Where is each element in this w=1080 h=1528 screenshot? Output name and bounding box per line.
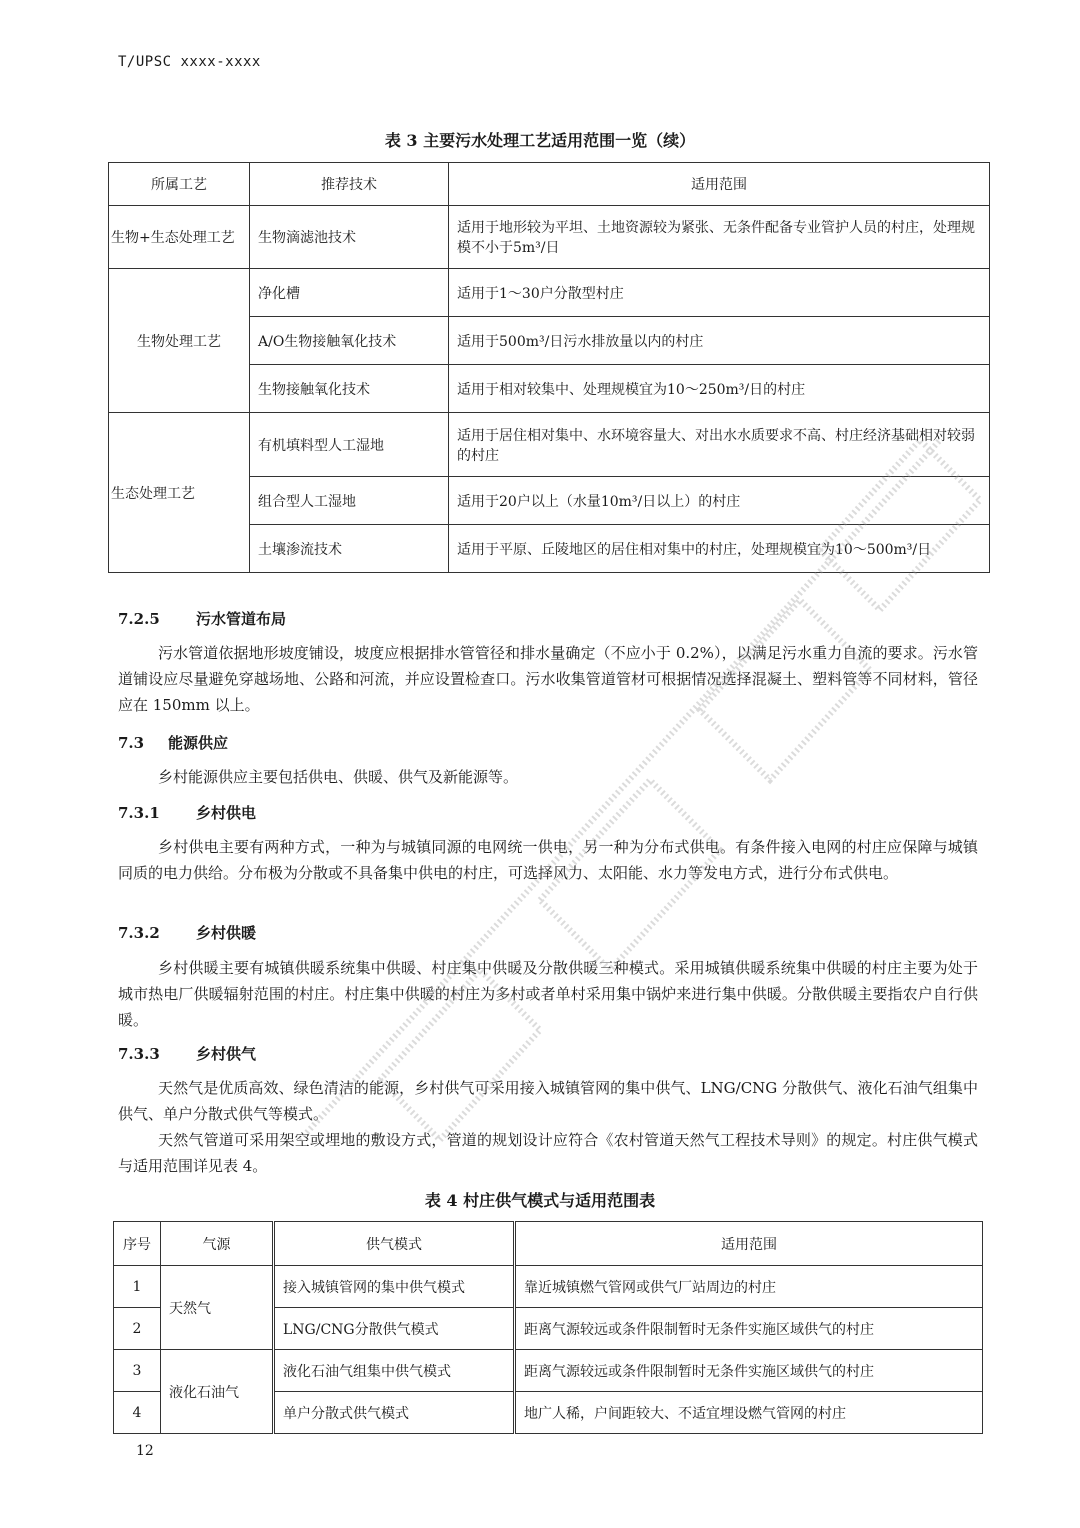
section-title: 污水管道布局	[196, 610, 287, 628]
section-7-2-5-heading	[118, 608, 286, 629]
table4-no: 1	[114, 1266, 161, 1308]
table4-source: 液化石油气	[161, 1350, 274, 1434]
table3-scope: 适用于平原、丘陵地区的居住相对集中的村庄，处理规模宜为10～500m³/日	[449, 525, 990, 573]
section-number: 7.3.3	[118, 1045, 160, 1063]
doc-code-header: T/UPSC xxxx-xxxx	[118, 54, 261, 70]
table4-no: 4	[114, 1392, 161, 1434]
section-number: 7.2.5	[118, 610, 160, 628]
table3-tech: A/O生物接触氧化技术	[250, 317, 449, 365]
table4-scope: 靠近城镇燃气管网或供气厂站周边的村庄	[515, 1266, 983, 1308]
table4-no: 2	[114, 1308, 161, 1350]
table4-mode: 液化石油气组集中供气模式	[274, 1350, 515, 1392]
table4-scope: 距离气源较远或条件限制暂时无条件实施区域供气的村庄	[515, 1308, 983, 1350]
table4-header: 序号	[114, 1222, 161, 1266]
section-number: 7.3.1	[118, 804, 160, 822]
table4-header: 适用范围	[515, 1222, 983, 1266]
section-number: 7.3.2	[118, 924, 160, 942]
table3-tech: 有机填料型人工湿地	[250, 413, 449, 477]
table4	[113, 1221, 983, 1434]
section-number: 7.3	[118, 734, 145, 752]
table4-header: 气源	[161, 1222, 274, 1266]
table3-tech: 土壤渗流技术	[250, 525, 449, 573]
table3-category: 生态处理工艺	[109, 413, 250, 573]
table4-mode: 单户分散式供气模式	[274, 1392, 515, 1434]
section-7-2-5-text: 污水管道依据地形坡度铺设，坡度应根据排水管管径和排水量确定（不应小于 0.2%），以满足污水重力自流的要求。污水管道铺设应尽量避免穿越场地、公路和河流，并应设置检查口。污水收集管道管材可根据情况选择混凝土、塑料管等不同材料，管径应在 150mm 以上。	[118, 644, 978, 714]
table3-scope: 适用于20户以上（水量10m³/日以上）的村庄	[449, 477, 990, 525]
page-number: 12	[136, 1443, 154, 1459]
section-7-3-1-text: 乡村供电主要有两种方式，一种为与城镇同源的电网统一供电，另一种为分布式供电。有条件接入电网的村庄应保障与城镇同质的电力供给。分布极为分散或不具备集中供电的村庄，可选择风力、太阳能、水力等发电方式，进行分布式供电。	[118, 838, 978, 882]
table3-header: 推荐技术	[250, 163, 449, 206]
table4-scope: 距离气源较远或条件限制暂时无条件实施区域供气的村庄	[515, 1350, 983, 1392]
table4-scope: 地广人稀，户间距较大、不适宜埋设燃气管网的村庄	[515, 1392, 983, 1434]
table3-scope: 适用于居住相对集中、水环境容量大、对出水水质要求不高、村庄经济基础相对较弱的村庄	[449, 413, 990, 477]
table3-category: 生物+生态处理工艺	[109, 206, 250, 269]
section-7-3-heading	[118, 732, 228, 753]
table4-caption: 表 4 村庄供气模式与适用范围表	[424, 1191, 656, 1210]
section-title: 乡村供电	[196, 804, 257, 822]
section-7-3-text: 乡村能源供应主要包括供电、供暖、供气及新能源等。	[158, 768, 519, 786]
table3	[108, 162, 990, 573]
table3-tech: 净化槽	[250, 269, 449, 317]
table3-header: 所属工艺	[109, 163, 250, 206]
table3-header: 适用范围	[449, 163, 990, 206]
table4-source: 天然气	[161, 1266, 274, 1350]
table3-caption: 表 3 主要污水处理工艺适用范围一览（续）	[384, 131, 696, 150]
table4-mode: 接入城镇管网的集中供气模式	[274, 1266, 515, 1308]
table4-mode: LNG/CNG分散供气模式	[274, 1308, 515, 1350]
table3-category: 生物处理工艺	[109, 269, 250, 413]
section-7-3-3-text-1: 天然气是优质高效、绿色清洁的能源，乡村供气可采用接入城镇管网的集中供气、LNG/CNG 分散供气、液化石油气组集中供气、单户分散式供气等模式。	[118, 1079, 978, 1123]
section-title: 能源供应	[168, 734, 229, 752]
table4-no: 3	[114, 1350, 161, 1392]
table4-header: 供气模式	[274, 1222, 515, 1266]
section-7-3-3-heading	[118, 1043, 256, 1064]
table3-scope: 适用于地形较为平坦、土地资源较为紧张、无条件配备专业管护人员的村庄，处理规模不小于5m³/日	[449, 206, 990, 269]
section-title: 乡村供气	[196, 1045, 257, 1063]
table3-scope: 适用于相对较集中、处理规模宜为10～250m³/日的村庄	[449, 365, 990, 413]
table3-tech: 生物滴滤池技术	[250, 206, 449, 269]
table3-tech: 组合型人工湿地	[250, 477, 449, 525]
section-title: 乡村供暖	[196, 924, 257, 942]
section-7-3-3-text-2: 天然气管道可采用架空或埋地的敷设方式，管道的规划设计应符合《农村管道天然气工程技术导则》的规定。村庄供气模式与适用范围详见表 4。	[118, 1131, 978, 1175]
table3-scope: 适用于1～30户分散型村庄	[449, 269, 990, 317]
section-7-3-1-heading	[118, 802, 256, 823]
table3-tech: 生物接触氧化技术	[250, 365, 449, 413]
section-7-3-2-text: 乡村供暖主要有城镇供暖系统集中供暖、村庄集中供暖及分散供暖三种模式。采用城镇供暖系统集中供暖的村庄主要为处于城市热电厂供暖辐射范围的村庄。村庄集中供暖的村庄为多村或者单村采用集中锅炉来进行集中供暖。分散供暖主要指农户自行供暖。	[118, 959, 978, 1029]
table3-scope: 适用于500m³/日污水排放量以内的村庄	[449, 317, 990, 365]
section-7-3-2-heading	[118, 922, 256, 943]
